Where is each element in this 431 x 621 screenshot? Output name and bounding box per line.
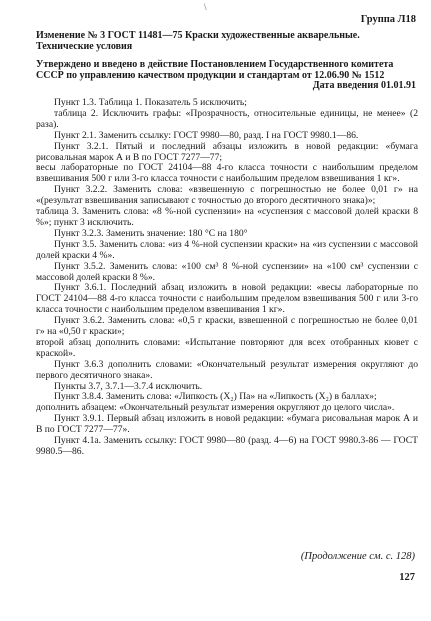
paragraph: Пункт 3.2.3. Заменить значение: 180 °С на 180°: [54, 227, 248, 239]
paragraph: второй абзац дополнить словами: «Испытание повторяют для всех отобранных кювет с краской».: [36, 336, 418, 359]
paragraph: таблица 3. Заменить слова: «8 %-ной суспензии» на «суспензия с массовой долей краски 8 %»; пункт 3 исключить.: [36, 206, 418, 228]
paragraph: Пункт 4.1а. Заменить ссылку: ГОСТ 9980—80 (разд. 4—6) на ГОСТ 9980.3-86 — ГОСТ 9980.5—86.: [36, 435, 418, 457]
paragraph: Пункт 3.6.1. Последний абзац изложить в новой редакции: «весы лабораторные по ГОСТ 24104—88 4-го класса точности с наибольшим пределом взвешивания 500 г или 3-го класса точности с наибольшим пределом взвешивания 1 кг».: [36, 282, 418, 316]
group-code: Группа Л18: [360, 14, 416, 25]
paragraph: Пункт 3.2.1. Пятый и последний абзацы изложить в новой редакции: «бумага рисовальная марок А и В по ГОСТ 7277—77;: [36, 140, 418, 163]
paragraph: Пункт 3.2.2. Заменить слова: «взвешенную с погрешностью не более 0,01 г» на «(результат взвешивания записывают с точностью до второго десятичного знака)»;: [36, 184, 418, 207]
paragraph: Пункт 2.1. Заменить ссылку: ГОСТ 9980—80, разд. I на ГОСТ 9980.1—86.: [54, 129, 359, 141]
effective-date: Дата введения 01.01.91: [312, 80, 416, 91]
paragraph: таблица 2. Исключить графы: «Прозрачность, относительные единицы, не менее» (2 раза).: [36, 107, 418, 130]
corner-mark: \: [204, 2, 207, 12]
paragraph: дополнить абзацем: «Окончательный результат измерения округляют до целого числа».: [36, 402, 395, 414]
approval-statement: Утверждено и введено в действие Постановлением Государственного комитета СССР по управлению качеством продукции и стандартам от 12.06.90 № 1512: [36, 59, 394, 82]
amendment-body: [36, 98, 418, 458]
paragraph: Пункт 3.6.3 дополнить словами: «Окончательный результат измерения округляют до первого десятичного знака».: [36, 358, 418, 381]
paragraph: Пункт 3.9.1. Первый абзац изложить в новой редакции: «бумага рисовальная марок А и В по ГОСТ 7277—77».: [36, 413, 418, 436]
paragraph: Пункт 3.5. Заменить слова: «из 4 %-ной суспензии краски» на «из суспензии с массовой долей краски 4 %».: [36, 238, 418, 261]
page-number: 127: [399, 572, 415, 583]
paragraph: Пункт 3.8.4. Заменить слова: «Липкость (X₂) Па» на «Липкость (X₂) в баллах»;: [54, 391, 377, 403]
paragraph: Пункты 3.7, 3.7.1—3.7.4 исключить.: [54, 380, 203, 392]
amendment-title: Изменение № 3 ГОСТ 11481—75 Краски художественные акварельные. Технические условия: [36, 30, 360, 53]
continuation-note: (Продолжение см. с. 128): [300, 551, 415, 562]
paragraph: Пункт 3.5.2. Заменить слова: «100 см³ 8 %-ной суспензии» на «100 см³ суспензии с массовой долей краски 8 %».: [36, 260, 418, 283]
paragraph: Пункт 1.3. Таблица 1. Показатель 5 исключить;: [54, 97, 247, 108]
paragraph: Пункт 3.6.2. Заменить слова: «0,5 г краски, взвешенной с погрешностью не более 0,01 г» на «0,50 г краски»;: [36, 315, 418, 338]
paragraph: весы лабораторные по ГОСТ 24104—88 4-го класса точности с наибольшим пределом взвешивания 500 г или 3-го класса точности с наибольшим пределом взвешивания 1 кг».: [36, 162, 418, 185]
